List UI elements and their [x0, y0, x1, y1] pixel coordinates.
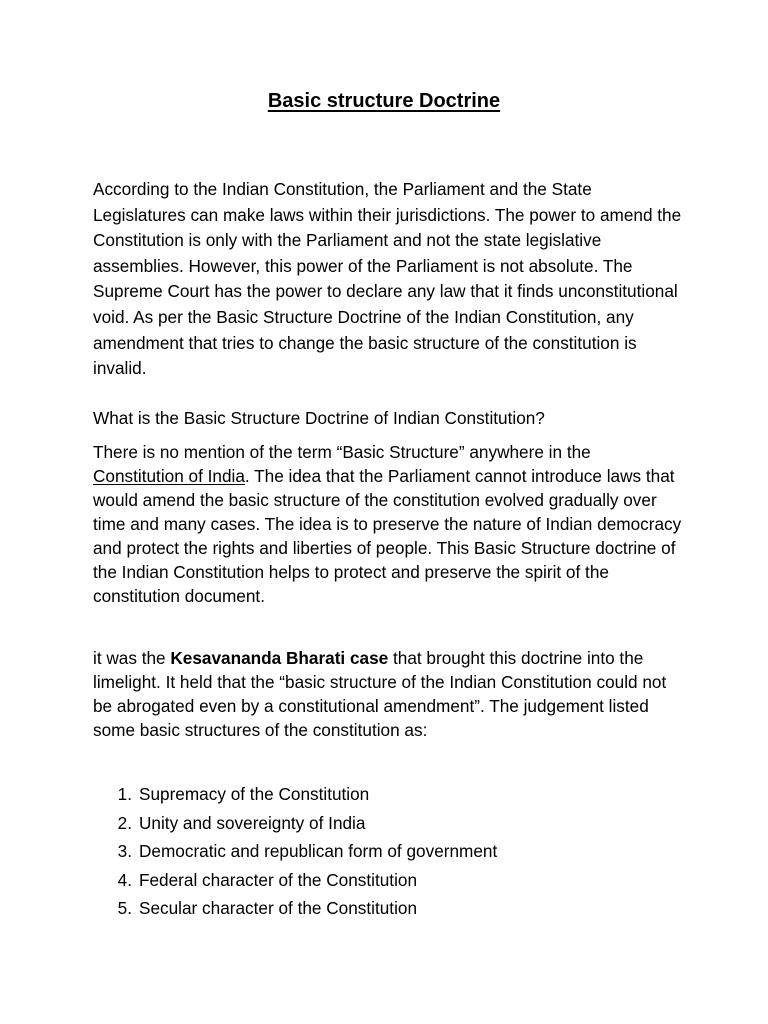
case-name: Kesavananda Bharati case: [170, 648, 389, 668]
paragraph-kesavananda: [93, 646, 683, 742]
paragraph-basic-structure: [93, 440, 683, 608]
basic-structures-list: [93, 782, 683, 925]
list-number: 2.: [117, 812, 132, 833]
list-number: 1.: [117, 784, 132, 804]
list-text: Supremacy of the Constitution: [139, 784, 370, 804]
list-text: Unity and sovereignty of India: [139, 812, 366, 833]
list-item: [93, 868, 683, 897]
list-item: [93, 839, 683, 868]
list-text: Democratic and republican form of government: [139, 841, 498, 862]
list-text: Secular character of the Constitution: [139, 898, 418, 919]
paragraph-text: that brought this doctrine into the limelight. It held that the “basic structure of the Indian Constitution could not be abrogated even by a constitutional amendment”. The judgement listed some basic structures of the constitution as:: [93, 648, 667, 740]
paragraph-text: . The idea that the Parliament cannot introduce laws that would amend the basic structure of the constitution evolved gradually over time and many cases. The idea is to preserve the nature of Indian democracy and protect the rights and liberties of people. This Basic Structure doctrine of the Indian Constitution helps to protect and preserve the spirit of the constitution document.: [93, 466, 682, 606]
list-text: Federal character of the Constitution: [139, 869, 418, 890]
list-item: [93, 811, 683, 840]
intro-paragraph: According to the Indian Constitution, the Parliament and the State Legislatures can make laws within their jurisdictions. The power to amend the Constitution is only with the Parliament and not the state legislative assemblies. However, this power of the Parliament is not absolute. The Supreme Court has the power to declare any law that it finds unconstitutional void. As per the Basic Structure Doctrine of the Indian Constitution, any amendment that tries to change the basic structure of the constitution is invalid.: [93, 179, 682, 379]
list-item: [93, 782, 683, 811]
document-title: Basic structure Doctrine: [267, 90, 501, 112]
section-question: What is the Basic Structure Doctrine of Indian Constitution?: [93, 408, 545, 428]
paragraph-text: There is no mention of the term “Basic Structure” anywhere in the: [93, 442, 591, 462]
paragraph-text: it was the: [93, 648, 171, 668]
list-number: 3.: [117, 841, 132, 862]
list-number: 5.: [117, 898, 132, 919]
list-number: 4.: [117, 869, 132, 890]
constitution-of-india-link[interactable]: Constitution of India: [93, 466, 245, 486]
list-item: [93, 896, 683, 925]
